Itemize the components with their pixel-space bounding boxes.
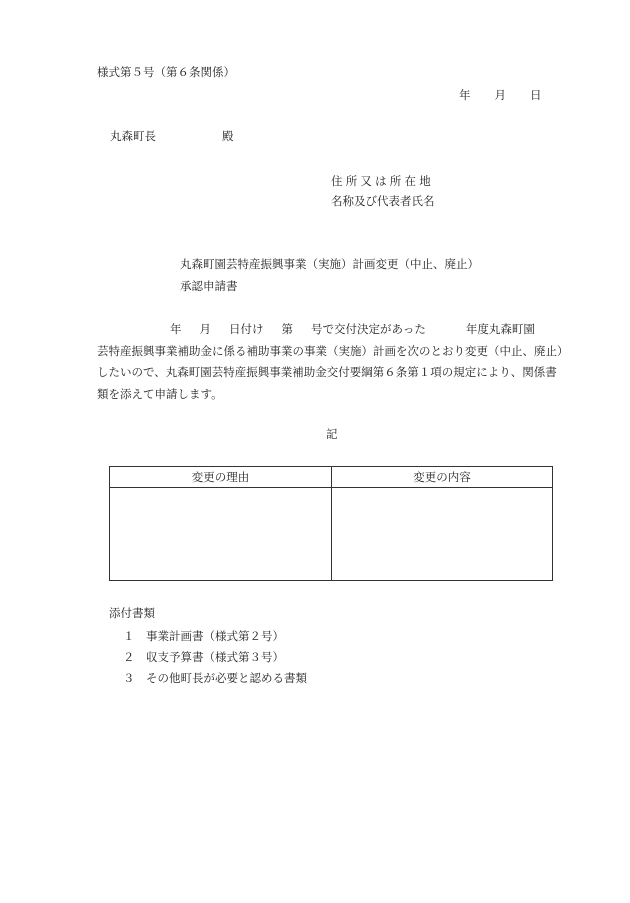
attachment-item — [123, 652, 284, 664]
attachment-number: １ — [123, 629, 135, 643]
date-year-label: 年 — [459, 88, 471, 102]
ki-heading: 記 — [326, 427, 338, 441]
body-fiscal: 年度丸森町園 — [465, 322, 535, 336]
document-title: 丸森町園芸特産振興事業（実施）計画変更（中止、廃止） — [180, 257, 479, 271]
body-paragraph-line-3: したいので、丸森町園芸特産振興事業補助金交付要綱第６条第１項の規定により、関係書 — [97, 365, 557, 379]
applicant-address-label: 住所又は所在地 — [331, 174, 434, 188]
attachment-item — [123, 631, 284, 643]
attachment-text: 収支予算書（様式第３号） — [146, 650, 284, 664]
addressee-name: 丸森町長 — [110, 129, 156, 143]
attachments-heading: 添付書類 — [109, 606, 155, 620]
date-day-label: 日 — [530, 88, 542, 102]
table-cell-content — [332, 488, 552, 580]
attachment-text: 事業計画書（様式第２号） — [146, 629, 284, 643]
table-header-content: 変更の内容 — [413, 470, 471, 484]
body-paragraph-line-4: 類を添えて申請します。 — [97, 387, 223, 401]
body-dai: 第 — [281, 322, 293, 336]
document-title-line2: 承認申請書 — [180, 279, 238, 293]
form-number: 様式第５号（第６条関係） — [97, 65, 235, 79]
attachment-item — [123, 673, 307, 685]
attachment-text: その他町長が必要と認める書類 — [146, 671, 307, 685]
addressee — [110, 131, 234, 143]
body-month: 月 — [199, 322, 211, 336]
date-line — [459, 90, 542, 102]
body-paragraph-line-2: 芸特産振興事業補助金に係る補助事業の事業（実施）計画を次のとおり変更（中止、廃止） — [97, 344, 569, 358]
table-header-reason: 変更の理由 — [191, 470, 250, 484]
attachment-number: ３ — [123, 671, 135, 685]
table-cell-reason — [110, 488, 331, 580]
date-month-label: 月 — [494, 88, 506, 102]
changes-table — [109, 466, 553, 581]
attachment-number: ２ — [123, 650, 135, 664]
applicant-name-label: 名称及び代表者氏名 — [331, 194, 435, 208]
body-number-rest: 号で交付決定があった — [311, 322, 426, 336]
body-paragraph-line-1 — [97, 324, 535, 336]
body-year: 年 — [170, 322, 182, 336]
body-day-dated: 日付け — [229, 322, 264, 336]
addressee-honorific: 殿 — [222, 129, 234, 143]
